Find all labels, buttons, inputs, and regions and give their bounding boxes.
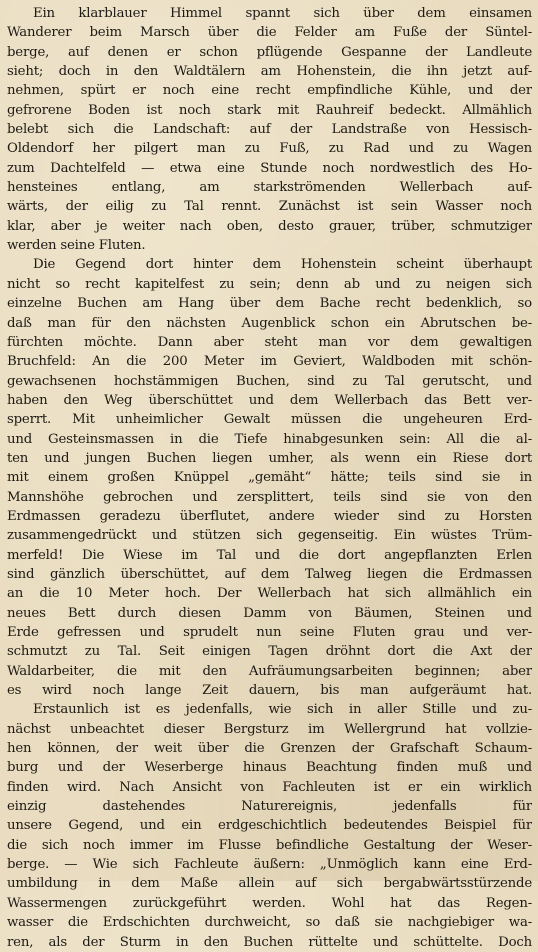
text-line: nehmen, spürt er noch eine recht empfindliche Kühle, und der (7, 83, 532, 99)
text-line: klar, aber je weiter nach oben, desto grauer, trüber, schmutziger (7, 218, 532, 234)
text-line: nächst unbeachtet dieser Bergsturz im Wellergrund hat vollzie- (7, 721, 532, 737)
text-line: gefrorene Boden ist noch stark mit Rauhreif bedeckt. Allmählich (7, 102, 532, 118)
text-line: nicht so recht kapitelfest zu sein; denn ab und zu neigen sich (7, 276, 532, 292)
text-line: Mannshöhe gebrochen und zersplittert, teils sind sie von den (7, 489, 532, 505)
text-line: wärts, der eilig zu Tal rennt. Zunächst ist sein Wasser noch (7, 199, 532, 215)
text-line: zum Dachtelfeld — etwa eine Stunde noch nordwestlich des Ho- (7, 160, 532, 176)
text-line: fürchten möchte. Dann aber steht man vor dem gewaltigen (7, 334, 532, 350)
text-line: neues Bett durch diesen Damm von Bäumen, Steinen und (7, 605, 532, 621)
text-line: Oldendorf her pilgert man zu Fuß, zu Rad und zu Wagen (7, 141, 532, 157)
text-line: und Gesteinsmassen in die Tiefe hinabgesunken sein: All die al- (7, 431, 532, 447)
text-line: sperrt. Mit unheimlicher Gewalt müssen die ungeheuren Erd- (7, 412, 532, 428)
text-line: Die Gegend dort hinter dem Hohenstein scheint überhaupt (33, 257, 532, 273)
text-line: Waldarbeiter, die mit den Aufräumungsarbeiten beginnen; aber (7, 663, 532, 679)
text-line: haben den Weg überschüttet und dem Wellerbach das Bett ver- (7, 392, 532, 408)
text-line: daß man für den nächsten Augenblick schon ein Abrutschen be- (7, 315, 532, 331)
text-line: hen können, der weit über die Grenzen der Grafschaft Schaum- (7, 741, 532, 757)
text-line: Bruchfeld: An die 200 Meter im Geviert, Waldboden mit schön- (7, 354, 532, 370)
text-line: Wanderer beim Marsch über die Felder am Fuße der Süntel- (7, 25, 532, 41)
text-line: merfeld! Die Wiese im Tal und die dort angepflanzten Erlen (7, 547, 532, 563)
text-line: Erdmassen geradezu überflutet, andere wieder sind zu Horsten (7, 508, 532, 524)
text-line: Ein klarblauer Himmel spannt sich über dem einsamen (33, 6, 532, 21)
text-line: gewachsenen hochstämmigen Buchen, sind zu Tal gerutscht, und (7, 373, 532, 389)
text-line: Erde gefressen und sprudelt nun seine Fluten grau und ver- (7, 625, 532, 640)
text-line: Erstaunlich ist es jedenfalls, wie sich in aller Stille und zu- (33, 702, 532, 718)
paragraph-2 (7, 255, 532, 700)
text-line: es wird noch lange Zeit dauern, bis man aufgeräumt hat. (7, 683, 532, 699)
text-line: ren, als der Sturm in den Buchen rüttelte und schüttelte. Doch (7, 934, 532, 950)
text-line: an die 10 Meter hoch. Der Wellerbach hat sich allmählich ein (7, 586, 532, 602)
text-line: ten und jungen Buchen liegen umher, als wenn ein Riese dort (7, 450, 532, 466)
text-line: burg und der Weserberge hinaus Beachtung finden muß und (7, 760, 532, 776)
text-line: belebt sich die Landschaft: auf der Landstraße von Hessisch- (7, 122, 532, 138)
text-line: wasser die Erdschichten durchweicht, so daß sie nachgiebiger wa- (7, 915, 532, 931)
text-line: umbildung in dem Maße allein auf sich bergabwärtsstürzende (7, 876, 532, 892)
text-line: zusammengedrückt und stützen sich gegenseitig. Ein wüstes Trüm- (7, 528, 532, 544)
paragraph-1 (7, 4, 532, 255)
text-line: schmutzt zu Tal. Seit einigen Tagen dröhnt dort die Axt der (7, 644, 532, 660)
text-line: unsere Gegend, und ein erdgeschichtlich bedeutendes Beispiel für (7, 818, 532, 834)
text-line: Wassermengen zurückgeführt werden. Wohl hat das Regen- (7, 895, 532, 911)
text-line: einzelne Buchen am Hang über dem Bache recht bedenklich, so (7, 296, 532, 312)
text-line: einzig dastehendes Naturereignis, jedenfalls für (7, 799, 532, 815)
text-line: finden wird. Nach Ansicht von Fachleuten ist er ein wirklich (7, 779, 532, 795)
text-line: die sich noch immer im Flusse befindliche Gestaltung der Weser- (7, 837, 532, 853)
text-line: sieht; doch in den Waldtälern am Hohenstein, die ihn jetzt auf- (7, 64, 532, 80)
text-line: hensteines entlang, am starkströmenden Wellerbach auf- (7, 180, 532, 196)
text-line: werden seine Fluten. (7, 238, 146, 254)
paragraph-3 (7, 700, 532, 951)
text-line: berge. — Wie sich Fachleute äußern: „Unmöglich kann eine Erd- (7, 857, 532, 873)
text-line: sind gänzlich überschüttet, auf dem Talweg liegen die Erdmassen (7, 566, 532, 582)
text-line: berge, auf denen er schon pflügende Gespanne der Landleute (7, 44, 532, 60)
text-line: mit einem großen Knüppel „gemäht“ hätte; teils sind sie in (7, 470, 532, 486)
